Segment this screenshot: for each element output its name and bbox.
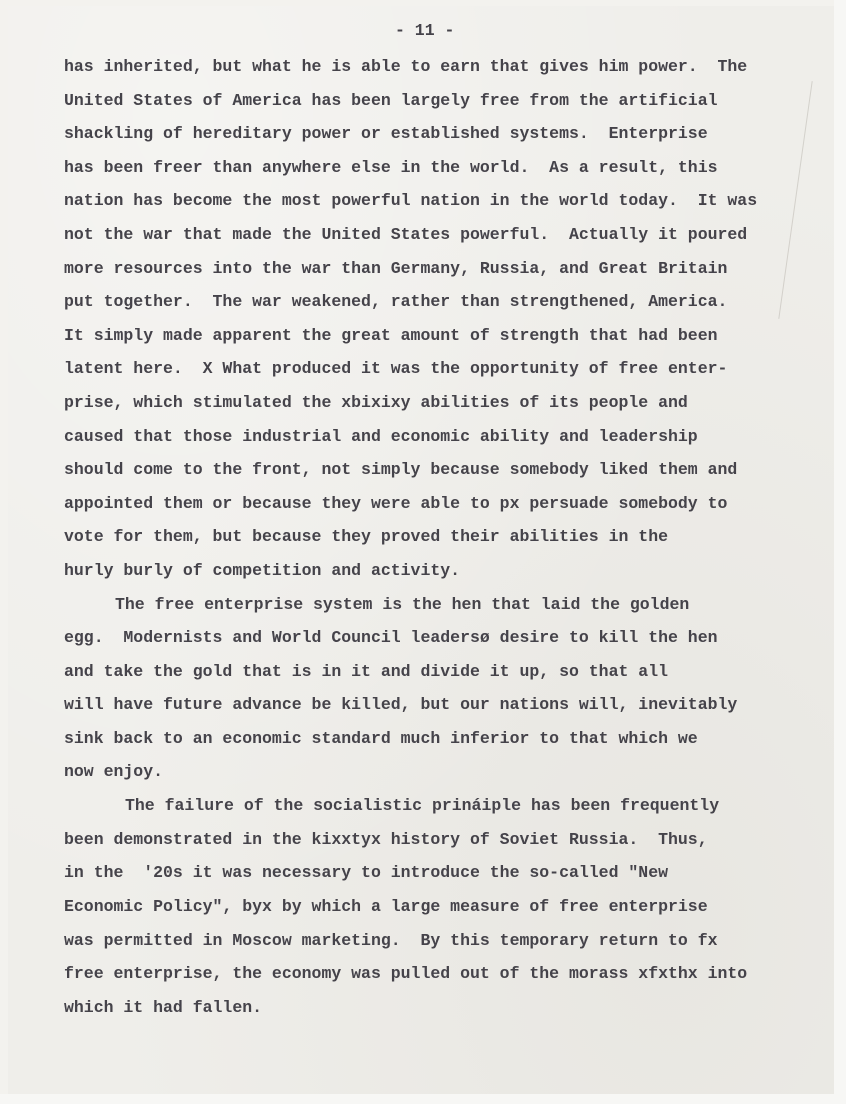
text-line: vote for them, but because they proved their abilities in the — [64, 527, 668, 546]
text-line: latent here. X What produced it was the opportunity of free enter- — [64, 359, 728, 378]
text-line: nation has become the most powerful nation in the world today. It was — [64, 191, 758, 210]
text-line: was permitted in Moscow marketing. By this temporary return to fx — [64, 931, 718, 950]
text-line: sink back to an economic standard much inferior to that which we — [64, 729, 698, 748]
text-line: hurly burly of competition and activity. — [64, 561, 461, 580]
page-edge-right — [834, 0, 846, 1104]
text-line: caused that those industrial and economic ability and leadership — [64, 427, 698, 446]
text-line: should come to the front, not simply because somebody liked them and — [64, 460, 738, 479]
text-line: which it had fallen. — [64, 998, 263, 1017]
text-line: will have future advance be killed, but our nations will, inevitably — [64, 695, 738, 714]
text-line: has inherited, but what he is able to earn that gives him power. The — [64, 57, 748, 76]
page-edge-bottom — [0, 1094, 846, 1104]
text-line: put together. The war weakened, rather than strengthened, America. — [64, 292, 728, 311]
text-line: United States of America has been largely free from the artificial — [64, 91, 718, 110]
text-line: It simply made apparent the great amount of strength that had been — [64, 326, 718, 345]
text-line: shackling of hereditary power or established systems. Enterprise — [64, 124, 708, 143]
text-line: been demonstrated in the kixxtyx history of Soviet Russia. Thus, — [64, 830, 708, 849]
text-line: free enterprise, the economy was pulled out of the morass xfxthx into — [64, 964, 748, 983]
text-line: and take the gold that is in it and divide it up, so that all — [64, 662, 668, 681]
text-line: in the '20s it was necessary to introduce the so-called "New — [64, 863, 668, 882]
text-line: appointed them or because they were able to px persuade somebody to — [64, 494, 728, 513]
text-line: Economic Policy", byx by which a large measure of free enterprise — [64, 897, 708, 916]
text-line: prise, which stimulated the xbixixy abilities of its people and — [64, 393, 688, 412]
text-line: has been freer than anywhere else in the world. As a result, this — [64, 158, 718, 177]
text-line: egg. Modernists and World Council leadersø desire to kill the hen — [64, 628, 718, 647]
text-line: now enjoy. — [64, 762, 164, 781]
text-line: The failure of the socialistic prináiple has been frequently — [125, 796, 720, 815]
text-line: more resources into the war than Germany, Russia, and Great Britain — [64, 259, 728, 278]
text-line: not the war that made the United States powerful. Actually it poured — [64, 225, 748, 244]
page-number: - 11 - — [395, 21, 455, 40]
text-line: The free enterprise system is the hen that laid the golden — [115, 595, 690, 614]
